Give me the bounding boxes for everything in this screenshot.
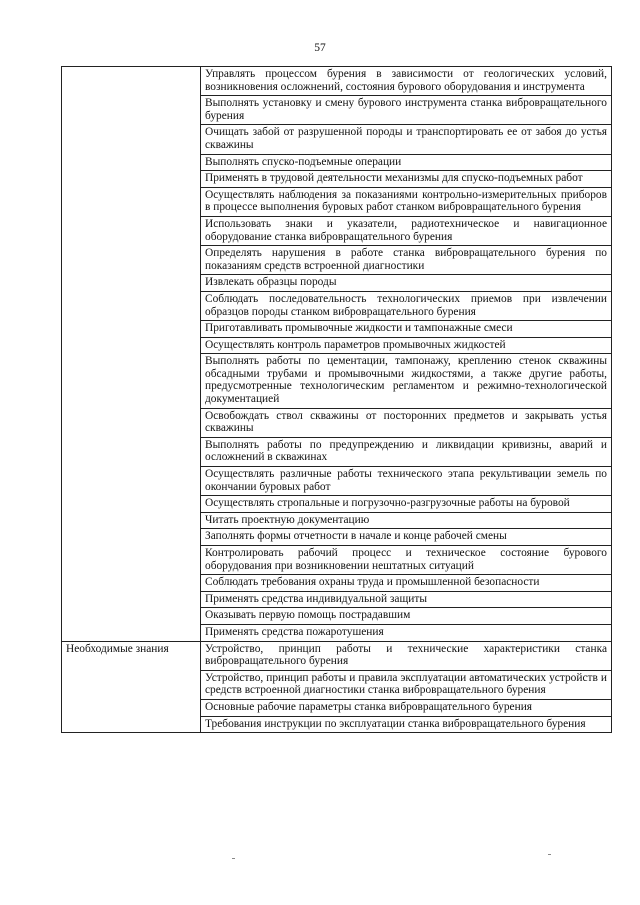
- requirements-table: [61, 66, 612, 733]
- requirement-item: Извлекать образцы породы: [201, 275, 612, 292]
- requirement-item: Осуществлять наблюдения за показаниями контрольно-измерительных приборов в процессе выполнения буровых работ станком вибровращательного бурения: [201, 187, 612, 216]
- section-label: Необходимые знания: [62, 641, 201, 733]
- requirements-table-body: [62, 67, 612, 733]
- scan-mark: [548, 854, 551, 855]
- requirement-item: Устройство, принцип работы и технические характеристики станка вибровращательного бурения: [201, 641, 612, 670]
- requirement-item: Управлять процессом бурения в зависимости от геологических условий, возникновения осложнений, состояния бурового оборудования и инструмента: [201, 67, 612, 96]
- requirement-item: Применять средства индивидуальной защиты: [201, 591, 612, 608]
- requirement-item: Применять в трудовой деятельности механизмы для спуско-подъемных работ: [201, 171, 612, 188]
- table-row: [62, 67, 612, 96]
- requirement-item: Заполнять формы отчетности в начале и конце рабочей смены: [201, 529, 612, 546]
- requirement-item: Очищать забой от разрушенной породы и транспортировать ее от забоя до устья скважины: [201, 125, 612, 154]
- requirement-item: Выполнять работы по цементации, тампонажу, креплению стенок скважины обсадными трубами и промывочными жидкостями, а также другие работы, предусмотренные технологическим регламентом и режимно-технологической документацией: [201, 354, 612, 408]
- requirement-item: Оказывать первую помощь пострадавшим: [201, 608, 612, 625]
- requirement-item: Контролировать рабочий процесс и техническое состояние бурового оборудования при возникновении нештатных ситуаций: [201, 546, 612, 575]
- requirement-item: Освобождать ствол скважины от посторонних предметов и закрывать устья скважины: [201, 408, 612, 437]
- requirement-item: Основные рабочие параметры станка вибровращательного бурения: [201, 699, 612, 716]
- requirement-item: Приготавливать промывочные жидкости и тампонажные смеси: [201, 321, 612, 338]
- requirement-item: Использовать знаки и указатели, радиотехническое и навигационное оборудование станка вибровращательного бурения: [201, 216, 612, 245]
- requirement-item: Осуществлять различные работы технического этапа рекультивации земель по окончании буровых работ: [201, 467, 612, 496]
- requirement-item: Соблюдать требования охраны труда и промышленной безопасности: [201, 575, 612, 592]
- requirement-item: Определять нарушения в работе станка вибровращательного бурения по показаниям средств встроенной диагностики: [201, 246, 612, 275]
- requirement-item: Читать проектную документацию: [201, 512, 612, 529]
- requirement-item: Требования инструкции по эксплуатации станка вибровращательного бурения: [201, 716, 612, 733]
- requirement-item: Выполнять работы по предупреждению и ликвидации кривизны, аварий и осложнений в скважинах: [201, 437, 612, 466]
- requirement-item: Выполнять установку и смену бурового инструмента станка вибровращательного бурения: [201, 96, 612, 125]
- requirement-item: Выполнять спуско-подъемные операции: [201, 154, 612, 171]
- requirement-item: Осуществлять стропальные и погрузочно-разгрузочные работы на буровой: [201, 496, 612, 513]
- page-number: 57: [314, 42, 326, 54]
- requirement-item: Применять средства пожаротушения: [201, 624, 612, 641]
- requirement-item: Осуществлять контроль параметров промывочных жидкостей: [201, 337, 612, 354]
- requirement-item: Соблюдать последовательность технологических приемов при извлечении образцов породы станком вибровращательного бурения: [201, 291, 612, 320]
- table-row: [62, 641, 612, 670]
- requirement-item: Устройство, принцип работы и правила эксплуатации автоматических устройств и средств встроенной диагностики станка вибровращательного бурения: [201, 670, 612, 699]
- scan-mark: [232, 858, 235, 859]
- section-label: [62, 67, 201, 642]
